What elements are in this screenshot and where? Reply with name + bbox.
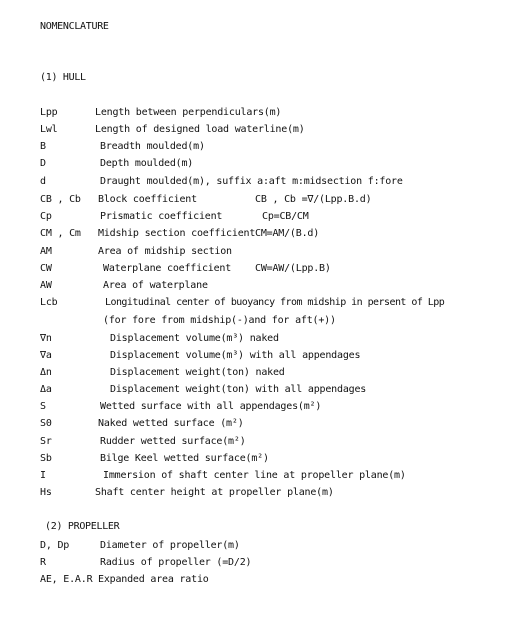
- symbol-lpp: Lpp: [40, 107, 58, 118]
- definition-cp: Prismatic coefficient: [100, 211, 223, 222]
- symbol-lcb: Lcb: [40, 297, 58, 308]
- symbol-aw: AW: [40, 280, 52, 291]
- definition-weight-naked: Displacement weight(ton) naked: [110, 367, 285, 378]
- definition-diameter: Diameter of propeller(m): [100, 540, 240, 551]
- section-heading-hull: (1) HULL: [40, 72, 86, 83]
- symbol-diameter: D, Dp: [40, 540, 70, 551]
- symbol-weight-naked: Δn: [40, 367, 52, 378]
- symbol-hs: Hs: [40, 487, 52, 498]
- symbol-cp: Cp: [40, 211, 52, 222]
- symbol-am: AM: [40, 246, 52, 257]
- definition-i: Immersion of shaft center line at propeller plane(m): [103, 470, 406, 481]
- definition-volume-appendages: Displacement volume(m³) with all appendages: [110, 350, 361, 361]
- definition-lcb-note: (for fore from midship(-)and for aft(+)): [103, 315, 336, 326]
- symbol-weight-appendages: Δa: [40, 384, 52, 395]
- definition-expanded-area-ratio: Expanded area ratio: [98, 574, 209, 585]
- symbol-volume-appendages: ∇a: [40, 350, 52, 361]
- formula-cb: CB , Cb =∇/(Lpp.B.d): [255, 194, 372, 205]
- formula-cm: CM=AM/(B.d): [255, 228, 320, 239]
- definition-lwl: Length of designed load waterline(m): [95, 124, 305, 135]
- symbol-s0: S0: [40, 418, 52, 429]
- symbol-sb: Sb: [40, 453, 52, 464]
- symbol-radius: R: [40, 557, 46, 568]
- symbol-volume-naked: ∇n: [40, 333, 52, 344]
- symbol-i: I: [40, 470, 46, 481]
- symbol-expanded-area-ratio: AE, E.A.R: [40, 574, 93, 585]
- definition-sb: Bilge Keel wetted surface(m²): [100, 453, 269, 464]
- definition-lcb: Longitudinal center of buoyancy from midship in persent of Lpp: [105, 297, 445, 308]
- definition-draught: Draught moulded(m), suffix a:aft m:midsection f:fore: [100, 176, 403, 187]
- symbol-cb: CB , Cb: [40, 194, 81, 205]
- definition-weight-appendages: Displacement weight(ton) with all appendages: [110, 384, 367, 395]
- definition-s: Wetted surface with all appendages(m²): [100, 401, 322, 412]
- symbol-sr: Sr: [40, 436, 52, 447]
- symbol-d-depth: D: [40, 158, 46, 169]
- definition-hs: Shaft center height at propeller plane(m): [95, 487, 334, 498]
- symbol-s: S: [40, 401, 46, 412]
- definition-cb: Block coefficient: [98, 194, 197, 205]
- formula-cp: Cp=CB/CM: [262, 211, 309, 222]
- symbol-cw: CW: [40, 263, 52, 274]
- symbol-lwl: Lwl: [40, 124, 58, 135]
- definition-b: Breadth moulded(m): [100, 141, 205, 152]
- section-heading-propeller: (2) PROPELLER: [45, 521, 120, 532]
- definition-sr: Rudder wetted surface(m²): [100, 436, 246, 447]
- definition-volume-naked: Displacement volume(m³) naked: [110, 333, 279, 344]
- page-title: NOMENCLATURE: [40, 21, 109, 32]
- definition-d-depth: Depth moulded(m): [100, 158, 194, 169]
- definition-cm: Midship section coefficient: [98, 228, 256, 239]
- definition-aw: Area of waterplane: [103, 280, 208, 291]
- symbol-draught: d: [40, 176, 46, 187]
- symbol-b: B: [40, 141, 46, 152]
- symbol-cm: CM , Cm: [40, 228, 81, 239]
- definition-lpp: Length between perpendiculars(m): [95, 107, 282, 118]
- definition-am: Area of midship section: [98, 246, 232, 257]
- definition-radius: Radius of propeller (=D/2): [100, 557, 252, 568]
- definition-s0: Naked wetted surface (m²): [98, 418, 244, 429]
- formula-cw: CW=AW/(Lpp.B): [255, 263, 331, 274]
- definition-cw: Waterplane coefficient: [103, 263, 232, 274]
